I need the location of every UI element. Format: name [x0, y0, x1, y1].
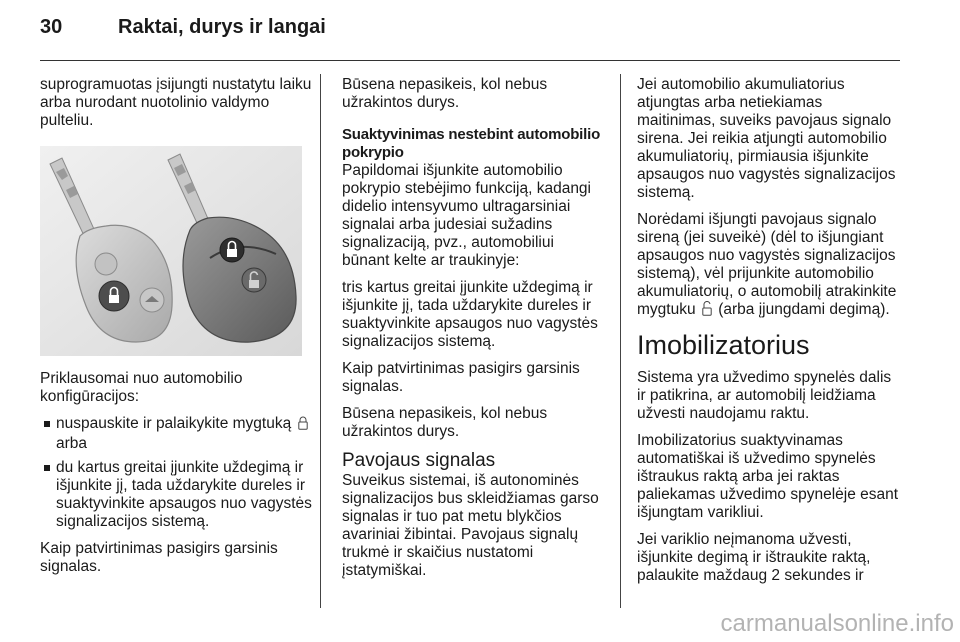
- unlock-icon: [702, 301, 712, 321]
- paragraph: Kaip patvirtinimas pasigirs garsinis signalas.: [342, 360, 580, 395]
- paragraph: Kaip patvirtinimas pasigirs garsinis signalas.: [40, 540, 278, 575]
- column-divider-1: [320, 74, 321, 608]
- list-item: nuspauskite ir palaikykite mygtuką arba: [40, 415, 312, 453]
- column-3: [637, 76, 903, 594]
- bullet-marker: [44, 421, 50, 427]
- header-rule: [40, 60, 900, 61]
- page-title: Raktai, durys ir langai: [118, 16, 326, 38]
- paragraph: Būsena nepasikeis, kol nebus užrakintos durys.: [342, 405, 548, 440]
- lock-icon: [298, 416, 308, 435]
- column-2: [342, 76, 604, 589]
- subheading: Suaktyvinimas nestebint automobilio pokrypio: [342, 126, 601, 161]
- column-divider-2: [620, 74, 621, 608]
- paragraph: Suveikus sistemai, iš autonominės signalizacijos bus skleidžiamas garso signalas ir tuo pat metu blykčios avariniai žibintai. Pavojaus signalų trukmė ir skaičius nustatomi įstatymiškai.: [342, 472, 599, 579]
- paragraph: Priklausomai nuo automobilio konfigūracijos:: [40, 370, 243, 405]
- paragraph: Imobilizatorius suaktyvinamas automatiškai iš užvedimo spynelės ištraukus raktą arba jei raktas paliekamas užvedimo spynelėje esant išjungtam varikliui.: [637, 432, 899, 521]
- watermark: carmanualsonline.info: [720, 610, 954, 637]
- page-number: 30: [40, 16, 63, 38]
- paragraph: Norėdami išjungti pavojaus signalo sireną (jei suveikė) (dėl to išjungiant apsaugos nuo vagystės signalizacijos sistemą), vėl prijunkite automobilio akumuliatorių, o automobilį atrakinkite mygtuku (arba įjungdami degimą).: [637, 211, 903, 321]
- column-1: [40, 76, 312, 585]
- paragraph: suprogramuotas įsijungti nustatytu laiku arba nurodant nuotolinio valdymo pulteliu.: [40, 76, 312, 129]
- paragraph: Sistema yra užvedimo spynelės dalis ir patikrina, ar automobilį leidžiama užvesti naudojamu raktu.: [637, 369, 892, 422]
- bullet-list: [40, 415, 312, 531]
- paragraph: tris kartus greitai įjunkite uždegimą ir išjunkite jį, tada uždarykite dureles ir suaktyvinkite apsaugos nuo vagystės signalizacijos sistemą.: [342, 279, 598, 350]
- key-fob-figure: [40, 146, 302, 356]
- paragraph: Jei automobilio akumuliatorius atjungtas arba netiekiamas maitinimas, suveiks pavojaus signalo sirena. Jei reikia atjungti automobilio akumuliatorių, pirmiausia išjunkite apsaugos nuo vagystės signalizacijos sistemą.: [637, 76, 896, 201]
- section-heading: Imobilizatorius: [637, 330, 810, 360]
- paragraph: Būsena nepasikeis, kol nebus užrakintos durys.: [342, 76, 548, 111]
- key-fob-icon: [40, 146, 302, 356]
- paragraph: Papildomai išjunkite automobilio pokrypio stebėjimo funkciją, kadangi didelio intensyvumo ultragarsiniai signalai arba judesiai sužadins signalizaciją, pvz., automobiliui būnant kelte ar traukinyje:: [342, 162, 591, 269]
- section-heading: Pavojaus signalas: [342, 450, 496, 471]
- list-item: du kartus greitai įjunkite uždegimą ir išjunkite jį, tada uždarykite dureles ir suaktyvinkite apsaugos nuo vagystės signalizacijos sistemą.: [40, 459, 312, 531]
- bullet-marker: [44, 465, 50, 471]
- paragraph: Jei variklio neįmanoma užvesti, išjunkite degimą ir ištraukite raktą, palaukite maždaug 2 sekundes ir: [637, 531, 871, 584]
